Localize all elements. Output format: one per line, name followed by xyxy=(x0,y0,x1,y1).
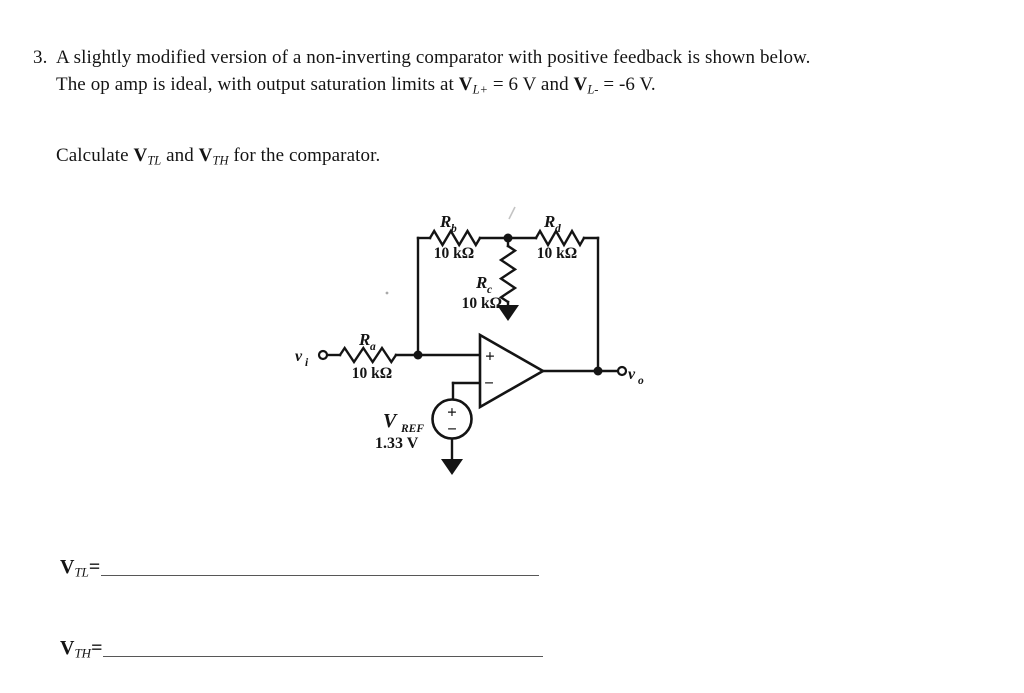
calc-text-3: for the comparator. xyxy=(228,145,381,166)
scan-artifact xyxy=(509,207,515,219)
rd-label-sub: d xyxy=(555,223,561,235)
ground-arrow-vref xyxy=(441,459,463,475)
calculate-instruction xyxy=(56,146,380,167)
problem-line2-text-3: = -6 V. xyxy=(598,74,656,95)
rd-label: R xyxy=(544,212,556,231)
vref-label: V xyxy=(383,410,397,432)
vref-plus-icon: + xyxy=(447,402,457,422)
problem-line-2 xyxy=(56,75,656,96)
answer-vtl-blank xyxy=(101,573,539,576)
answer-vth-var: V xyxy=(60,637,75,659)
vref-minus-icon: − xyxy=(447,419,457,439)
ra-label: R xyxy=(359,330,371,349)
comparator-schematic xyxy=(290,190,660,490)
answer-row-vtl xyxy=(60,556,539,581)
rc-label: R xyxy=(476,273,488,292)
answer-vtl-var: V xyxy=(60,556,75,578)
answer-row-vth xyxy=(60,637,543,662)
answer-vtl-equals: = xyxy=(88,556,101,578)
vref-label-sub: REF xyxy=(401,423,425,435)
resistor-ra xyxy=(340,348,396,362)
circuit-diagram xyxy=(290,190,660,490)
vin-label-sub: i xyxy=(305,357,309,369)
ra-value: 10 kΩ xyxy=(351,365,393,382)
problem-line2-text: The op amp is ideal, with output saturation limits at xyxy=(56,74,459,95)
answer-vth-equals: = xyxy=(91,637,103,659)
rc-value: 10 kΩ xyxy=(461,295,502,312)
rd-value: 10 kΩ xyxy=(536,245,578,262)
ra-label-sub: a xyxy=(370,341,376,353)
vout-label: v xyxy=(628,366,636,383)
rb-label: R xyxy=(440,212,452,231)
var-vl-minus: V xyxy=(573,74,588,95)
var-vth: V xyxy=(198,145,213,166)
calc-text-2: and xyxy=(161,145,199,166)
rb-value: 10 kΩ xyxy=(433,245,475,262)
var-vl-plus: V xyxy=(458,74,473,95)
opamp-plus-icon: + xyxy=(485,346,495,366)
var-vl-minus-sub: L- xyxy=(587,82,599,97)
problem-line2-text-2: = 6 V and xyxy=(487,74,574,95)
var-vl-plus-sub: L+ xyxy=(472,82,488,97)
opamp-minus-icon: − xyxy=(484,373,494,393)
problem-number: 3. xyxy=(33,47,48,68)
scan-artifact xyxy=(386,292,389,295)
answer-vtl-sub: TL xyxy=(74,564,89,580)
rc-label-sub: c xyxy=(487,284,493,296)
rb-label-sub: b xyxy=(451,223,457,235)
resistor-rc xyxy=(501,246,515,302)
junction-top xyxy=(504,234,513,243)
terminal-vout xyxy=(618,367,626,375)
var-vtl: V xyxy=(133,145,148,166)
calc-text-1: Calculate xyxy=(56,145,134,166)
var-vtl-sub: TL xyxy=(147,153,162,168)
var-vth-sub: TH xyxy=(212,153,229,168)
vout-label-sub: o xyxy=(638,375,644,387)
problem-line-1: A slightly modified version of a non-inverting comparator with positive feedback is shown below. xyxy=(56,47,811,68)
answer-vth-sub: TH xyxy=(74,645,92,661)
vin-label: v xyxy=(295,348,303,365)
answer-vth-blank xyxy=(103,654,543,657)
terminal-vin xyxy=(319,351,327,359)
junction-input xyxy=(414,351,423,360)
junction-output xyxy=(594,367,603,376)
vref-value: 1.33 V xyxy=(375,435,419,452)
